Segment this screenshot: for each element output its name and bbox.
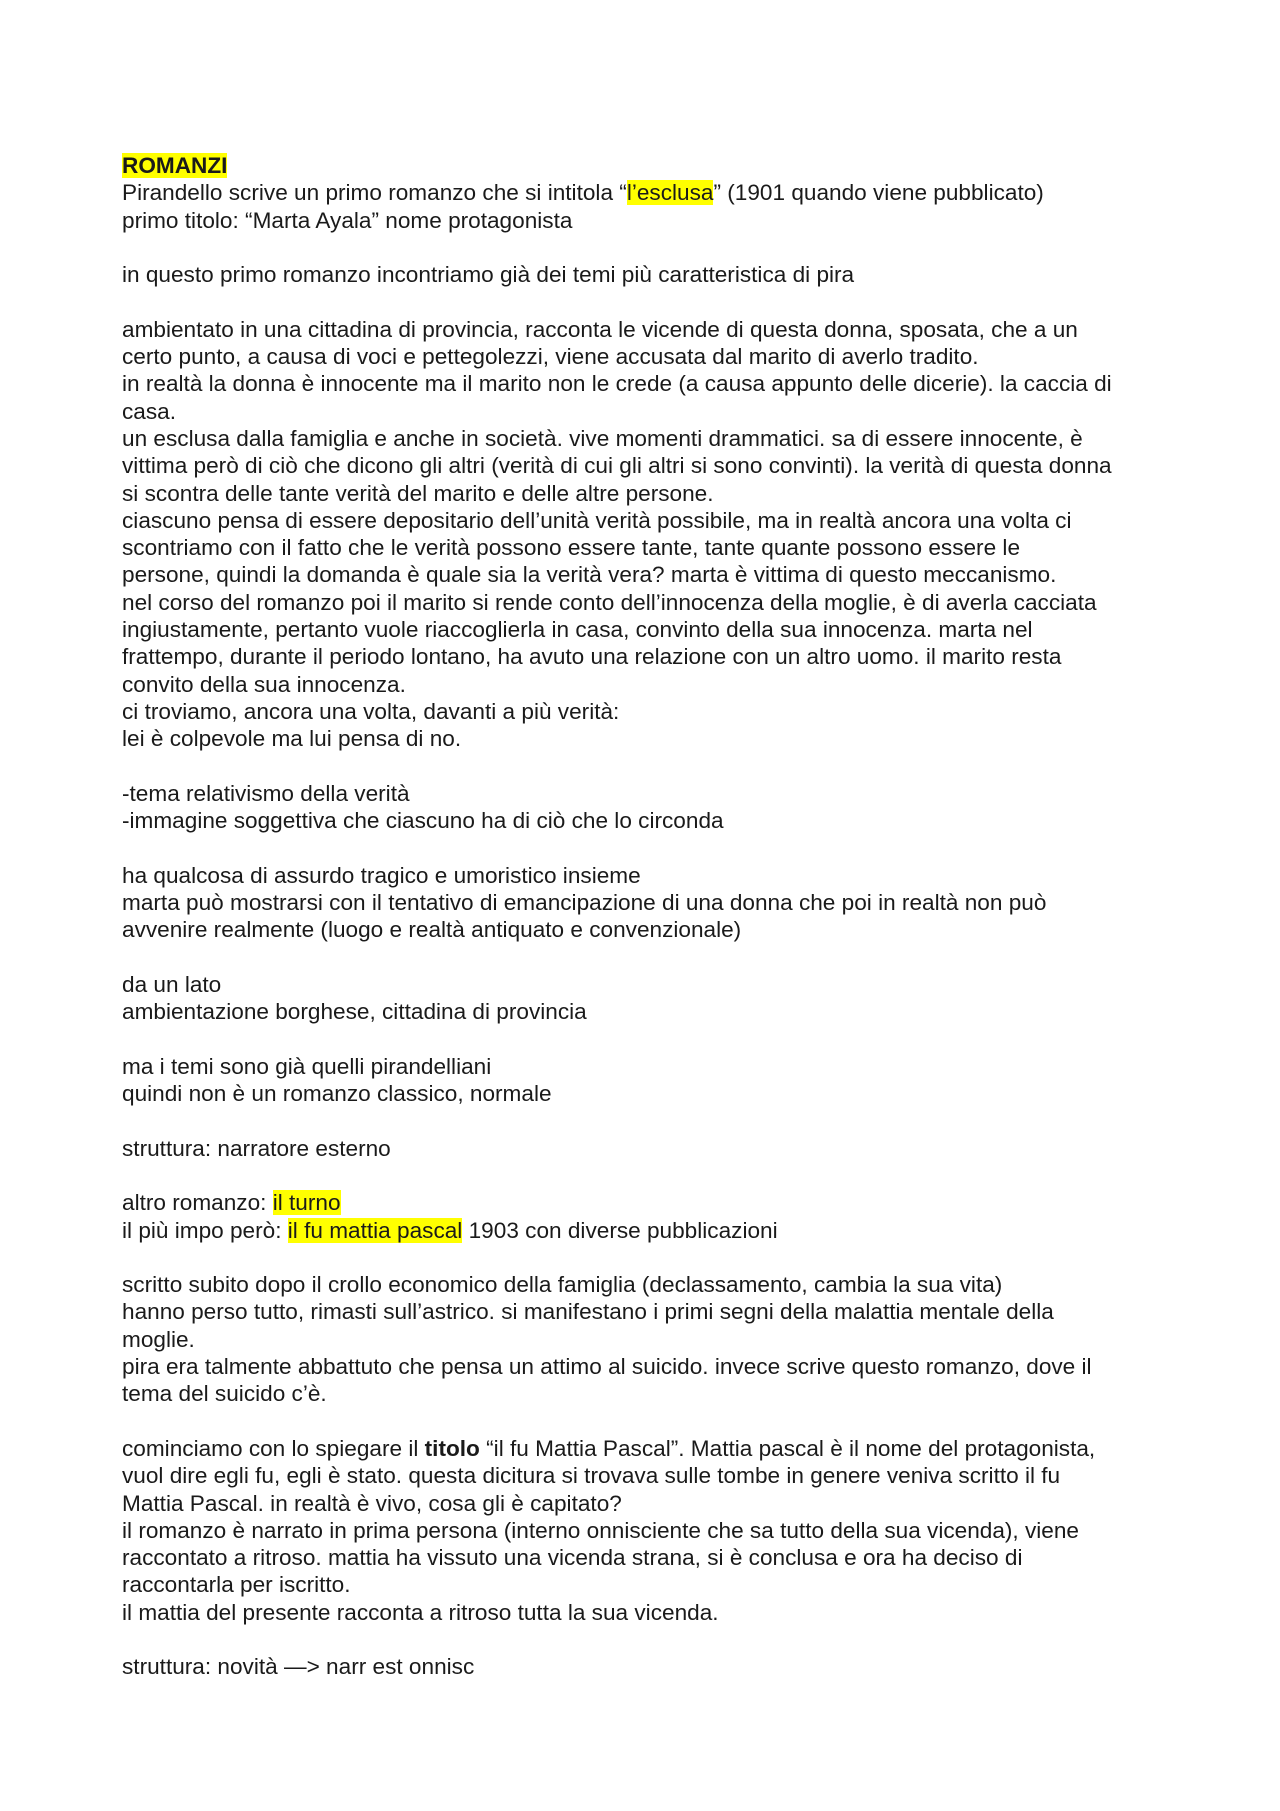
text-segment: il più impo però:: [122, 1217, 288, 1243]
text-line: [122, 1135, 1172, 1162]
text-segment: raccontarla per iscritto.: [122, 1572, 351, 1598]
highlighted-text: l’esclusa: [626, 180, 714, 206]
text-segment: quindi non è un romanzo classico, normale: [122, 1081, 552, 1107]
text-segment: “il fu Mattia Pascal”. Mattia pascal è il nome del protagonista,: [479, 1435, 1096, 1461]
text-line: [122, 725, 1172, 752]
text-segment: ha qualcosa di assurdo tragico e umoristico insieme: [122, 862, 641, 888]
text-line: [122, 507, 1172, 534]
text-segment: convito della sua innocenza.: [122, 671, 406, 697]
text-segment: cominciamo con lo spiegare il: [122, 1435, 425, 1461]
text-segment: scontriamo con il fatto che le verità possono essere tante, tante quante possono essere le: [122, 535, 1021, 561]
text-segment: marta può mostrarsi con il tentativo di emancipazione di una donna che poi in realtà non può: [122, 890, 1047, 916]
text-line: [122, 261, 1172, 288]
text-segment: tema del suicido c’è.: [122, 1381, 327, 1407]
text-line: [122, 452, 1172, 479]
text-segment: avvenire realmente (luogo e realtà antiquato e convenzionale): [122, 917, 742, 943]
blank-line: [122, 834, 1172, 861]
blank-line: [122, 234, 1172, 261]
text-segment: da un lato: [122, 971, 222, 997]
text-line: [122, 971, 1172, 998]
text-line: [122, 1544, 1172, 1571]
text-line: [122, 370, 1172, 397]
text-segment: ciascuno pensa di essere depositario dell’unità verità possibile, ma in realtà ancora una volta ci: [122, 507, 1072, 533]
text-segment: frattempo, durante il periodo lontano, ha avuto una relazione con un altro uomo. il marito resta: [122, 644, 1062, 670]
text-line: [122, 480, 1172, 507]
text-segment: il romanzo è narrato in prima persona (interno onnisciente che sa tutto della sua vicenda), viene: [122, 1517, 1080, 1543]
text-segment: pira era talmente abbattuto che pensa un attimo al suicido. invece scrive questo romanzo, dove il: [122, 1354, 1092, 1380]
text-segment: -tema relativismo della verità: [122, 780, 410, 806]
text-line: [122, 616, 1172, 643]
text-segment: casa.: [122, 398, 177, 424]
text-segment: Mattia Pascal. in realtà è vivo, cosa gli è capitato?: [122, 1490, 622, 1516]
text-segment: in realtà la donna è innocente ma il marito non le crede (a causa appunto delle dicerie). la caccia di: [122, 371, 1112, 397]
text-line: [122, 1080, 1172, 1107]
text-segment: raccontato a ritroso. mattia ha vissuto una vicenda strana, si è conclusa e ora ha deciso di: [122, 1545, 1023, 1571]
text-line: [122, 1353, 1172, 1380]
text-line: [122, 1490, 1172, 1517]
highlighted-text: il fu mattia pascal: [287, 1217, 463, 1243]
text-segment: primo titolo: “Marta Ayala” nome protagonista: [122, 207, 573, 233]
text-line: [122, 1298, 1172, 1325]
text-segment: nel corso del romanzo poi il marito si rende conto dell’innocenza della moglie, è di averla cacciata: [122, 589, 1097, 615]
text-line: [122, 316, 1172, 343]
text-segment: lei è colpevole ma lui pensa di no.: [122, 726, 462, 752]
text-line: [122, 889, 1172, 916]
blank-line: [122, 753, 1172, 780]
blank-line: [122, 1026, 1172, 1053]
text-segment: Pirandello scrive un primo romanzo che si intitola “: [122, 180, 627, 206]
text-line: [122, 1217, 1172, 1244]
text-line: [122, 1517, 1172, 1544]
text-segment: certo punto, a causa di voci e pettegolezzi, viene accusata dal marito di averlo tradito.: [122, 344, 979, 370]
text-line: [122, 1380, 1172, 1407]
highlighted-text: il turno: [272, 1190, 341, 1216]
text-line: [122, 1053, 1172, 1080]
text-line: [122, 561, 1172, 588]
bold-text: titolo: [424, 1435, 480, 1461]
text-segment: hanno perso tutto, rimasti sull’astrico. si manifestano i primi segni della malattia mentale della: [122, 1299, 1054, 1325]
text-segment: un esclusa dalla famiglia e anche in società. vive momenti drammatici. sa di essere innocente, è: [122, 425, 1083, 451]
blank-line: [122, 288, 1172, 315]
highlighted-text: ROMANZI: [122, 153, 228, 178]
text-segment: ambientato in una cittadina di provincia, racconta le vicende di questa donna, sposata, che a un: [122, 316, 1078, 342]
text-segment: struttura: novità —> narr est onnisc: [122, 1654, 475, 1680]
blank-line: [122, 1626, 1172, 1653]
text-segment: vittima però di ciò che dicono gli altri (verità di cui gli altri si sono convinti). la verità di questa donna: [122, 453, 1112, 479]
text-segment: scritto subito dopo il crollo economico della famiglia (declassamento, cambia la sua vita): [122, 1272, 1003, 1298]
document-body: [122, 152, 1172, 1681]
text-line: [122, 671, 1172, 698]
section-heading: [122, 152, 1172, 179]
text-line: [122, 534, 1172, 561]
text-line: [122, 179, 1172, 206]
text-segment: vuol dire egli fu, egli è stato. questa dicitura si trovava sulle tombe in genere veniva scritto il fu: [122, 1463, 1061, 1489]
text-segment: persone, quindi la domanda è quale sia la verità vera? marta è vittima di questo meccanismo.: [122, 562, 1057, 588]
text-segment: in questo primo romanzo incontriamo già dei temi più caratteristica di pira: [122, 262, 855, 288]
text-segment: -immagine soggettiva che ciascuno ha di ciò che lo circonda: [122, 808, 724, 834]
text-line: [122, 998, 1172, 1025]
blank-line: [122, 1244, 1172, 1271]
text-segment: moglie.: [122, 1326, 195, 1352]
blank-line: [122, 1162, 1172, 1189]
blank-line: [122, 1408, 1172, 1435]
text-line: [122, 780, 1172, 807]
text-line: [122, 398, 1172, 425]
text-line: [122, 916, 1172, 943]
text-line: [122, 425, 1172, 452]
text-segment: 1903 con diverse pubblicazioni: [462, 1217, 778, 1243]
text-segment: ingiustamente, pertanto vuole riaccoglierla in casa, convinto della sua innocenza. marta nel: [122, 617, 1033, 643]
text-line: [122, 207, 1172, 234]
text-line: [122, 1653, 1172, 1680]
blank-line: [122, 944, 1172, 971]
text-line: [122, 589, 1172, 616]
text-line: [122, 1189, 1172, 1216]
text-line: [122, 807, 1172, 834]
text-segment: ci troviamo, ancora una volta, davanti a più verità:: [122, 698, 620, 724]
text-segment: altro romanzo:: [122, 1190, 273, 1216]
text-line: [122, 698, 1172, 725]
text-segment: ma i temi sono già quelli pirandelliani: [122, 1053, 492, 1079]
text-line: [122, 1571, 1172, 1598]
blank-line: [122, 1107, 1172, 1134]
text-segment: struttura: narratore esterno: [122, 1135, 391, 1161]
text-segment: si scontra delle tante verità del marito e delle altre persone.: [122, 480, 714, 506]
text-line: [122, 1599, 1172, 1626]
text-segment: ” (1901 quando viene pubblicato): [713, 180, 1044, 206]
text-line: [122, 1435, 1172, 1462]
text-line: [122, 862, 1172, 889]
text-segment: ambientazione borghese, cittadina di provincia: [122, 999, 587, 1025]
text-segment: il mattia del presente racconta a ritroso tutta la sua vicenda.: [122, 1599, 719, 1625]
text-line: [122, 1271, 1172, 1298]
text-line: [122, 1462, 1172, 1489]
text-line: [122, 643, 1172, 670]
text-line: [122, 1326, 1172, 1353]
text-line: [122, 343, 1172, 370]
